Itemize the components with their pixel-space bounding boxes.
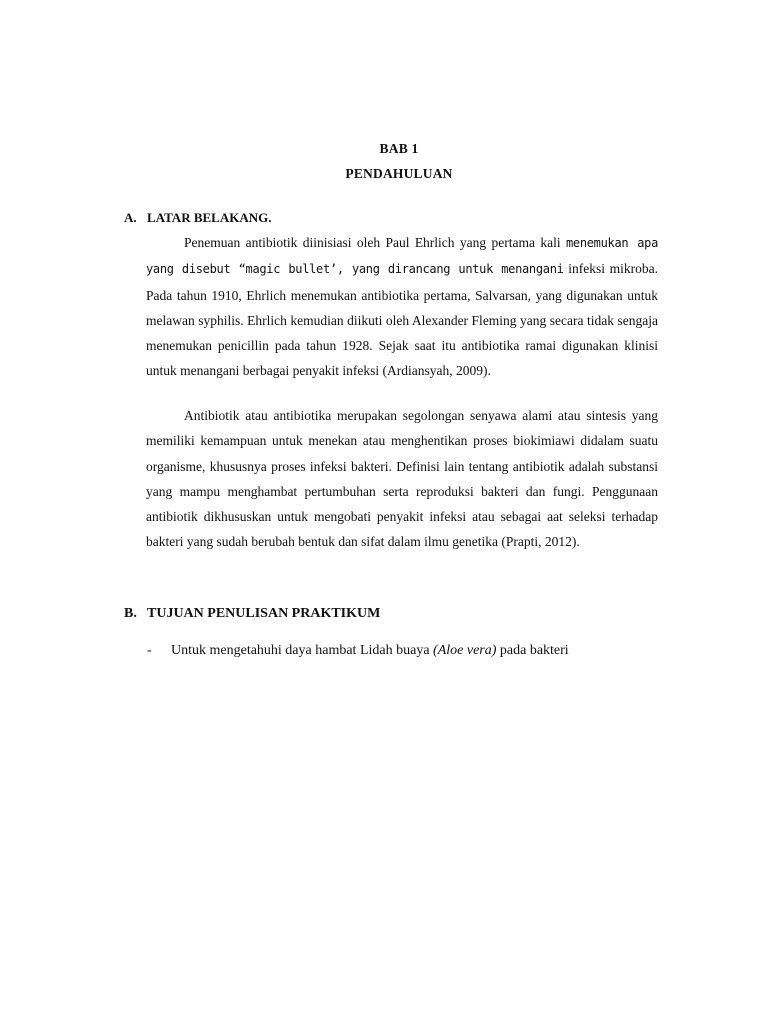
chapter-title: PENDAHULUAN: [345, 166, 453, 181]
paragraph-1-line-1: Penemuan antibiotik diinisiasi oleh Paul Ehrlich yang pertama kali: [184, 235, 561, 250]
bullet-dash: -: [147, 643, 152, 658]
chapter-number: BAB 1: [379, 141, 419, 156]
paragraph-2: Antibiotik atau antibiotika merupakan segolongan senyawa alami atau sintesis yang memiliki kemampuan untuk menekan atau menghentikan proses biokimiawi didalam suatu organisme, khususnya proses infeksi bakteri. Definisi lain tentang antibiotik adalah substansi yang mampu menghambat pertumbuhan serta reproduksi bakteri dan fungi. Penggunaan antibiotik dikhususkan untuk mengobati penyakit infeksi atau sebagai aat seleksi terhadap bakteri yang sudah berubah bentuk dan sifat dalam ilmu genetika (Prapti, 2012).: [146, 408, 658, 550]
paragraph-1-rest: infeksi mikroba. Pada tahun 1910, Ehrlich menemukan antibiotika pertama, Salvarsan, yang digunakan untuk melawan syphilis. Ehrlich kemudian diikuti oleh Alexander Fleming yang secara tidak sengaja menemukan penicillin pada tahun 1928. Sejak saat itu antibiotika ramai digunakan klinisi untuk menangani berbagai penyakit infeksi (Ardiansyah, 2009).: [146, 261, 659, 379]
section-b-title: TUJUAN PENULISAN PRAKTIKUM: [147, 606, 381, 621]
objective-text: Untuk mengetahuhi daya hambat Lidah buaya: [171, 643, 430, 658]
paragraph-1: [146, 230, 658, 384]
objective-species-italic: (Aloe vera): [433, 643, 497, 658]
paragraph-1-line-2: menemukan apa yang disebut “magic bullet’, yang dirancang untuk menangani: [146, 236, 658, 277]
section-b-label: B.: [124, 606, 137, 621]
section-a-heading: [124, 210, 271, 226]
section-b-heading: [124, 606, 380, 622]
section-a-label: A.: [124, 210, 137, 225]
section-a-title: LATAR BELAKANG.: [147, 210, 272, 225]
objective-tail: pada bakteri: [499, 643, 569, 658]
objective-list-item: [147, 643, 569, 659]
